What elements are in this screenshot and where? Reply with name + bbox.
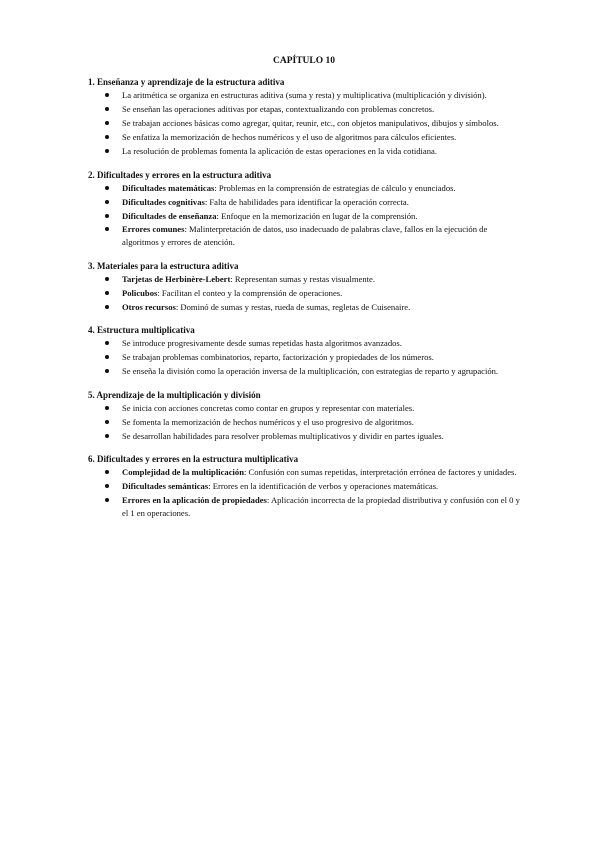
item-term: Dificultades matemáticas	[122, 182, 215, 193]
list-item	[122, 196, 520, 209]
item-term: Complejidad de la multiplicación	[122, 467, 244, 478]
list-item	[122, 480, 520, 493]
bullet-list	[88, 182, 520, 249]
item-text: : Enfoque en la memorización en lugar de la comprensión.	[216, 210, 418, 221]
list-item	[122, 365, 520, 378]
item-term: Tarjetas de Herbinère-Lebert	[122, 273, 231, 284]
list-item	[122, 287, 520, 300]
item-text: : Representan sumas y restas visualmente.	[230, 273, 375, 284]
item-term: Policubos	[122, 287, 158, 298]
item-text: : Errores en la identificación de verbos y operaciones matemáticas.	[208, 481, 439, 492]
item-term: Errores en la aplicación de propiedades	[122, 495, 267, 506]
item-term: Dificultades semánticas	[122, 481, 209, 492]
item-term: Dificultades cognitivas	[122, 196, 205, 207]
list-item	[122, 402, 520, 415]
item-text: Se trabajan problemas combinatorios, reparto, factorización y propiedades de los números.	[122, 352, 434, 363]
list-item	[122, 416, 520, 429]
item-text: La aritmética se organiza en estructuras aditiva (suma y resta) y multiplicativa (multiplicación y división).	[122, 90, 487, 100]
section-heading: 1. Enseñanza y aprendizaje de la estructura aditiva	[88, 77, 285, 87]
bullet-list	[88, 89, 520, 158]
item-text: : Dominó de sumas y restas, rueda de sumas, regletas de Cuisenaire.	[175, 301, 411, 312]
item-term: Dificultades de enseñanza	[122, 210, 217, 221]
item-text: : Confusión con sumas repetidas, interpretación errónea de factores y unidades.	[244, 467, 517, 478]
section-heading: 5. Aprendizaje de la multiplicación y división	[88, 389, 261, 400]
list-item	[122, 351, 520, 364]
section-heading: 6. Dificultades y errores en la estructura multiplicativa	[88, 454, 299, 465]
section-1	[88, 76, 520, 158]
item-term: Otros recursos	[122, 301, 176, 312]
section-heading: 2. Dificultades y errores en la estructura aditiva	[88, 169, 272, 180]
list-item	[122, 210, 520, 223]
item-text: Se enfatiza la memorización de hechos numéricos y el uso de algoritmos para cálculos eficientes.	[122, 131, 457, 142]
item-text: Se fomenta la memorización de hechos numéricos y el uso progresivo de algoritmos.	[122, 416, 414, 427]
list-item	[122, 301, 520, 314]
list-item	[122, 131, 520, 144]
section-2	[88, 169, 520, 249]
list-item	[122, 337, 520, 350]
list-item	[122, 145, 520, 158]
item-text: : Aplicación incorrecta de la propiedad distributiva y confusión con el 0 y el 1 en operaciones.	[122, 495, 520, 518]
item-text: : Facilitan el conteo y la comprensión de operaciones.	[157, 287, 343, 298]
item-text: : Malinterpretación de datos, uso inadecuado de palabras clave, fallos en la ejecución de algoritmos y errores de atención.	[122, 224, 488, 248]
bullet-list	[88, 273, 520, 314]
item-text: Se inicia con acciones concretas como contar en grupos y representar con materiales.	[122, 402, 415, 413]
list-item	[122, 466, 520, 479]
section-heading: 4. Estructura multiplicativa	[88, 325, 195, 336]
section-5	[88, 389, 520, 443]
item-text: : Problemas en la comprensión de estrategias de cálculo y enunciados.	[214, 182, 456, 193]
page-title: CAPÍTULO 10	[272, 56, 336, 66]
item-term: Errores comunes	[122, 224, 185, 235]
section-3	[88, 260, 520, 314]
item-text: Se introduce progresivamente desde sumas repetidas hasta algoritmos avanzados.	[122, 338, 402, 349]
bullet-list	[88, 337, 520, 378]
item-text: : Falta de habilidades para identificar la operación correcta.	[204, 196, 409, 207]
list-item	[122, 430, 520, 443]
item-text: La resolución de problemas fomenta la aplicación de estas operaciones en la vida cotidiana.	[122, 145, 437, 156]
list-item	[122, 117, 520, 130]
item-text: Se desarrollan habilidades para resolver problemas multiplicativos y dividir en partes iguales.	[122, 430, 444, 441]
list-item	[122, 273, 520, 286]
item-text: Se trabajan acciones básicas como agregar, quitar, reunir, etc., con objetos manipulativos, dibujos y símbolos.	[122, 117, 499, 128]
section-4	[88, 324, 520, 378]
bullet-list	[88, 402, 520, 443]
bullet-list	[88, 466, 520, 519]
list-item	[122, 494, 520, 519]
item-text: Se enseña la división como la operación inversa de la multiplicación, con estrategias de reparto y agrupación.	[122, 366, 499, 377]
list-item	[122, 223, 520, 248]
list-item	[122, 89, 520, 102]
list-item	[122, 103, 520, 116]
item-text: Se enseñan las operaciones aditivas por etapas, contextualizando con problemas concretos.	[122, 103, 435, 114]
list-item	[122, 182, 520, 195]
section-6	[88, 453, 520, 519]
section-heading: 3. Materiales para la estructura aditiva	[88, 260, 239, 271]
